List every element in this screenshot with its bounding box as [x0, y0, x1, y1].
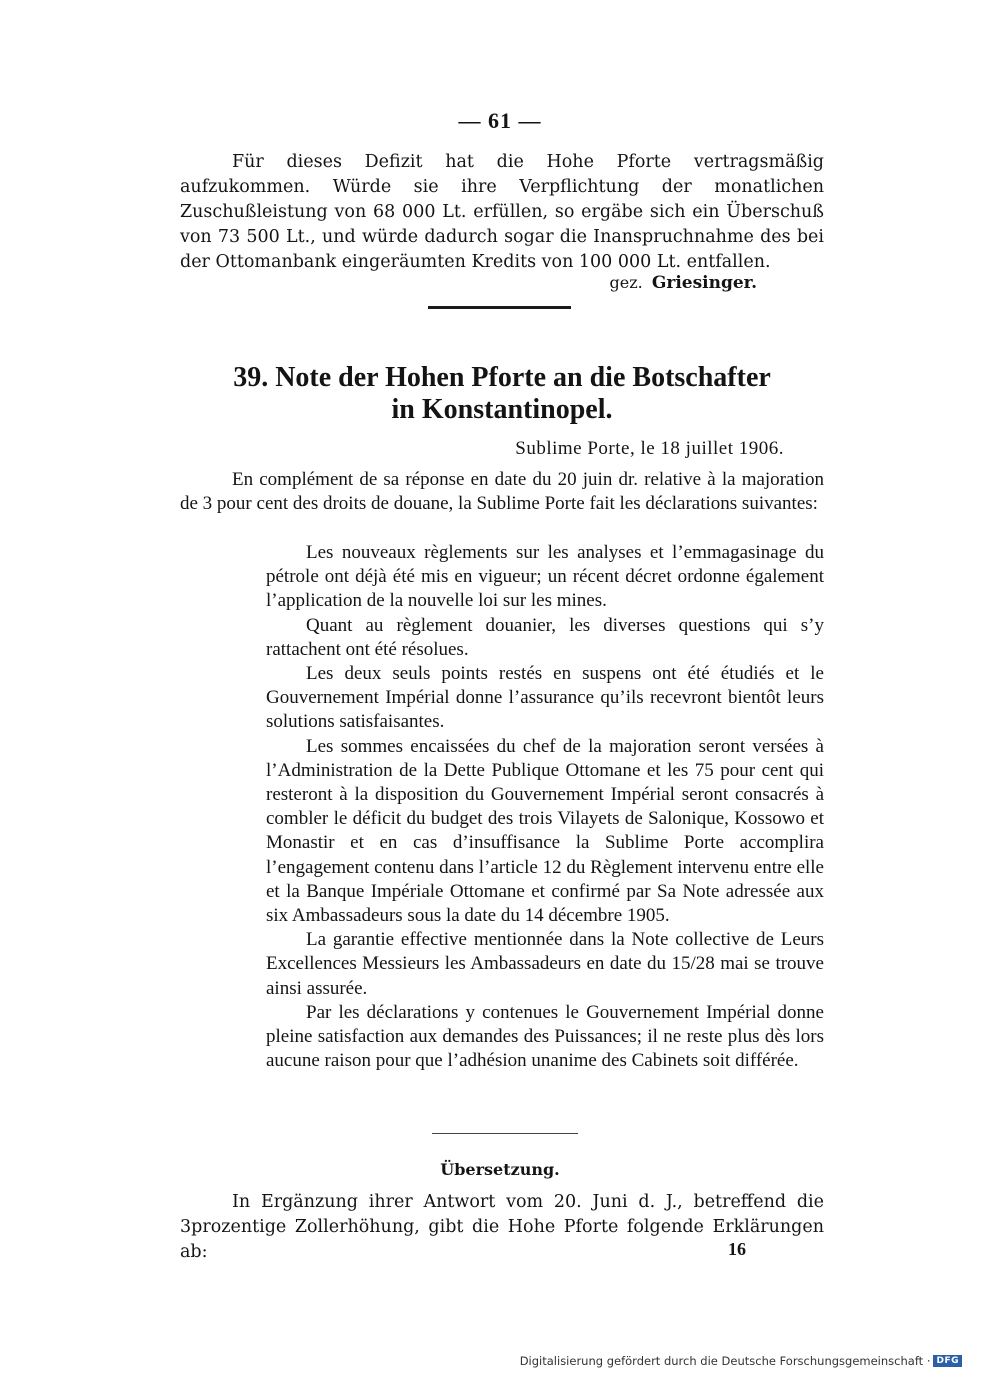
heading-line-2: in Konstantinopel.: [391, 394, 613, 425]
translation-divider: [432, 1133, 578, 1134]
declaration-paragraph: Les nouveaux règlements sur les analyses et l’emmagasinage du pétrole ont déjà été mis en vigueur; un récent décret ordonne également l’application de la nouvelle loi sur les mines.: [266, 542, 824, 612]
translation-title: Übersetzung.: [440, 1160, 560, 1179]
declaration-paragraph: Quant au règlement douanier, les diverses questions qui s’y rattachent ont été résolues.: [266, 614, 824, 660]
intro-block: [180, 150, 824, 275]
page-number: — 61 —: [458, 108, 542, 133]
footer: [520, 1354, 962, 1368]
declaration-paragraph: La garantie effective mentionnée dans la Note collective de Leurs Excellences Messieurs les Ambassadeurs en date du 15/28 mai se trouve ainsi assurée.: [266, 929, 824, 999]
opening-paragraph: En complément de sa réponse en date du 20 juin dr. relative à la majoration de 3 pour cent des droits de douane, la Sublime Porte fait les déclarations suivantes:: [180, 469, 824, 515]
dateline: Sublime Porte, le 18 juillet 1906.: [515, 438, 784, 459]
declaration-paragraph: Par les déclarations y contenues le Gouvernement Impérial donne pleine satisfaction aux demandes des Puissances; il ne reste plus dès lors aucune raison pour que l’adhésion unanime des Cabinets soit différée.: [266, 1001, 824, 1072]
declarations-block: [266, 541, 824, 1073]
signature: [610, 270, 757, 296]
opening-block: [180, 468, 824, 516]
section-heading: [180, 362, 824, 426]
footer-text: Digitalisierung gefördert durch die Deutsche Forschungsgemeinschaft ·: [519, 1354, 931, 1368]
declaration-paragraph: Les sommes encaissées du chef de la majoration seront versées à l’Administration de la Dette Publique Ottomane et les 75 pour cent qui resteront à la disposition du Gouvernement Impérial seront consacrés à combler le déficit du budget des trois Vilayets de Salonique, Kossowo et Monastir et en cas d’insuffisance la Sublime Porte accomplira l’engagement contenu dans l’article 12 du Règlement intervenu entre elle et la Banque Impériale Ottomane et confirmé par Sa Note adressée aux six Ambassadeurs sous la date du 14 décembre 1905.: [266, 735, 824, 927]
signature-mark: 16: [728, 1239, 746, 1259]
heading-line-1: 39. Note der Hohen Pforte an die Botschafter: [233, 362, 771, 393]
intro-paragraph: Für dieses Defizit hat die Hohe Pforte vertragsmäßig aufzukommen. Würde sie ihre Verpflichtung der monatlichen Zuschußleistung von 68 000 Lt. erfüllen, so ergäbe sich ein Überschuß von 73 500 Lt., und würde dadurch sogar die Inanspruchnahme des bei der Ottomanbank eingeräumten Kredits von 100 000 Lt. entfallen.: [180, 152, 824, 272]
signature-prefix: gez.: [609, 273, 643, 292]
declaration-paragraph: Les deux seuls points restés en suspens ont été étudiés et le Gouvernement Impérial donne l’assurance qu’ils recevront bientôt leurs solutions satisfaisantes.: [266, 663, 824, 733]
section-divider: [428, 306, 571, 309]
dfg-logo: DFG: [933, 1355, 962, 1367]
signature-name: Griesinger.: [651, 273, 757, 293]
translation-paragraph: In Ergänzung ihrer Antwort vom 20. Juni d. J., betreffend die 3prozentige Zollerhöhung, gibt die Hohe Pforte folgende Erklärungen ab:: [180, 1192, 824, 1262]
